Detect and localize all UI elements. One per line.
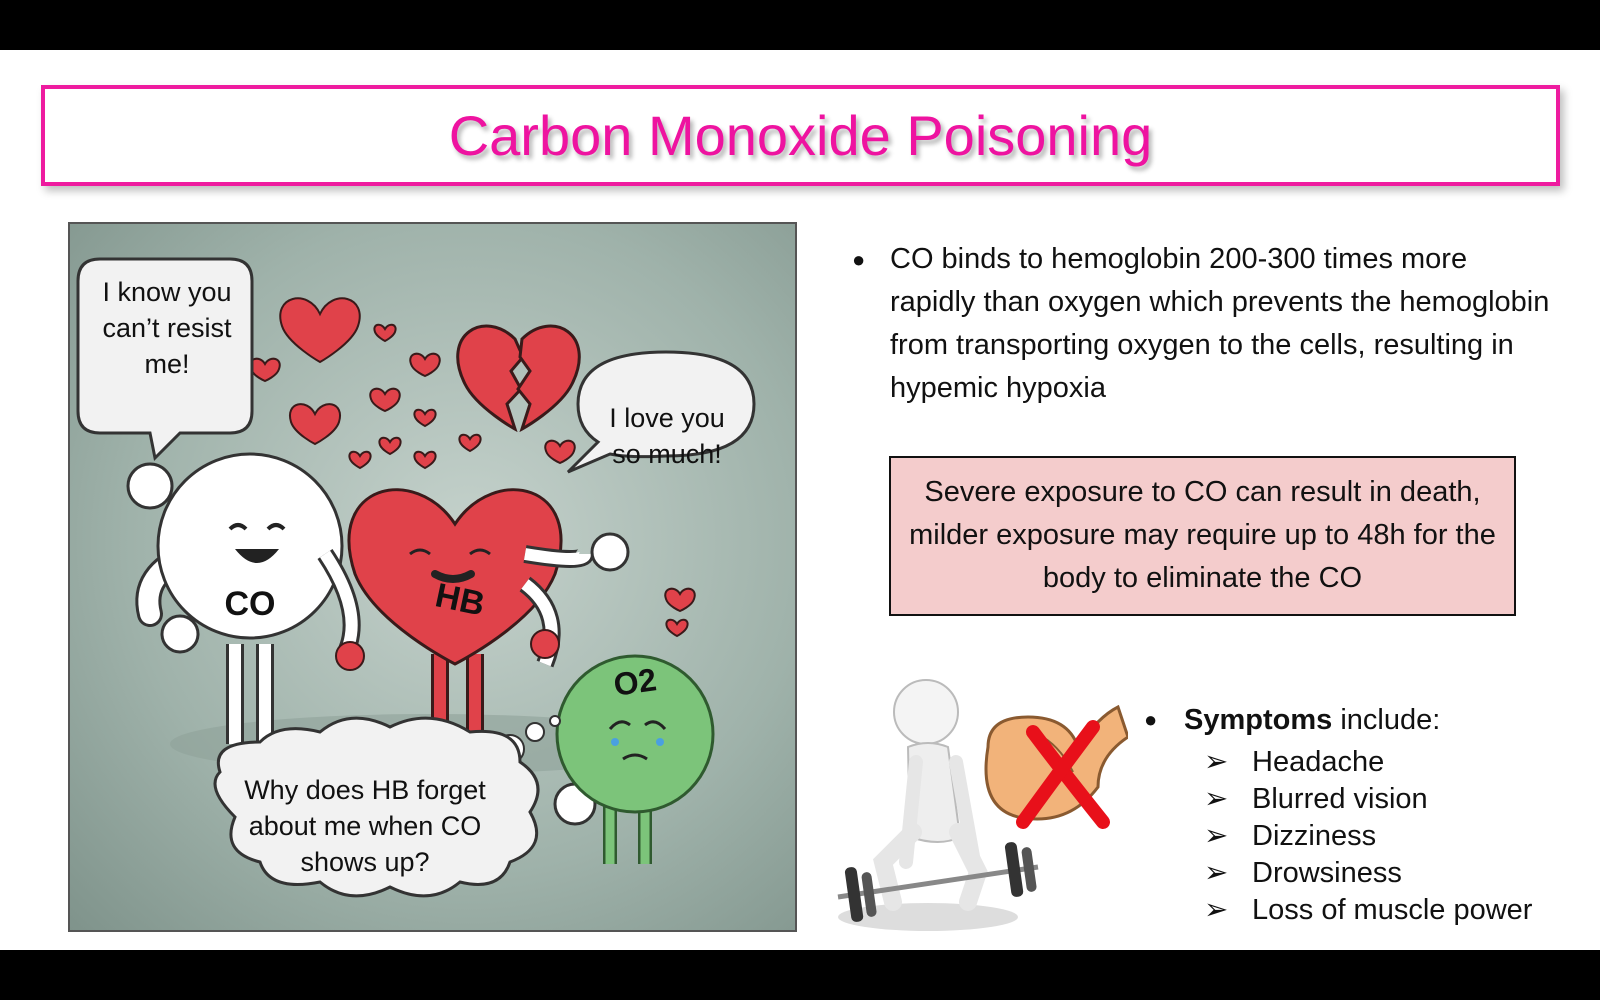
- o2-thought-text: Why does HB forget about me when CO shows up?: [244, 775, 486, 877]
- symptom-text: Drowsiness: [1252, 857, 1402, 889]
- list-item: [1204, 818, 1594, 855]
- symptom-text: Dizziness: [1252, 820, 1377, 852]
- co-speech-text: I know you can’t resist me!: [102, 277, 232, 379]
- symptoms-bold: Symptoms: [1184, 704, 1333, 736]
- arrow-bullet-icon: ➢: [1204, 783, 1229, 815]
- co-label: CO: [224, 585, 276, 623]
- bullet-dot: ●: [852, 247, 866, 272]
- list-item: [1204, 855, 1594, 892]
- symptom-text: Headache: [1252, 746, 1385, 778]
- title-box: [41, 85, 1560, 186]
- symptoms-heading: [1144, 700, 1594, 740]
- main-bullet-text: CO binds to hemoglobin 200-300 times more rapidly than oxygen which prevents the hemoglobin from transporting oxygen to the cells, resulting in hypemic hypoxia: [890, 243, 1550, 404]
- slide-title: Carbon Monoxide Poisoning: [448, 104, 1153, 167]
- slide: [0, 50, 1600, 950]
- list-item: [1204, 892, 1594, 929]
- arrow-bullet-icon: ➢: [1204, 820, 1229, 852]
- symptoms-section: [1144, 700, 1594, 929]
- warning-text: Severe exposure to CO can result in death, milder exposure may require up to 48h for the body to eliminate the CO: [909, 476, 1496, 594]
- symptoms-list: [1144, 744, 1594, 929]
- arrow-bullet-icon: ➢: [1204, 746, 1229, 778]
- weightlifter-illustration: [828, 672, 1128, 942]
- list-item: [1204, 744, 1594, 781]
- weightlifter-figure: [883, 680, 978, 902]
- comic-illustration: [68, 222, 797, 932]
- arrow-bullet-icon: ➢: [1204, 894, 1229, 926]
- warning-box: [889, 456, 1516, 616]
- bullet-dot: ●: [1144, 707, 1158, 732]
- symptom-text: Blurred vision: [1252, 783, 1428, 815]
- symptoms-rest: include:: [1332, 704, 1441, 736]
- list-item: [1204, 781, 1594, 818]
- symptom-text: Loss of muscle power: [1252, 894, 1533, 926]
- hb-label: HB: [432, 576, 488, 624]
- hb-speech-text: I love you so much!: [609, 403, 725, 469]
- arrow-bullet-icon: ➢: [1204, 857, 1229, 889]
- broken-heart-icon: [458, 326, 580, 429]
- o2-label: O2: [611, 661, 659, 703]
